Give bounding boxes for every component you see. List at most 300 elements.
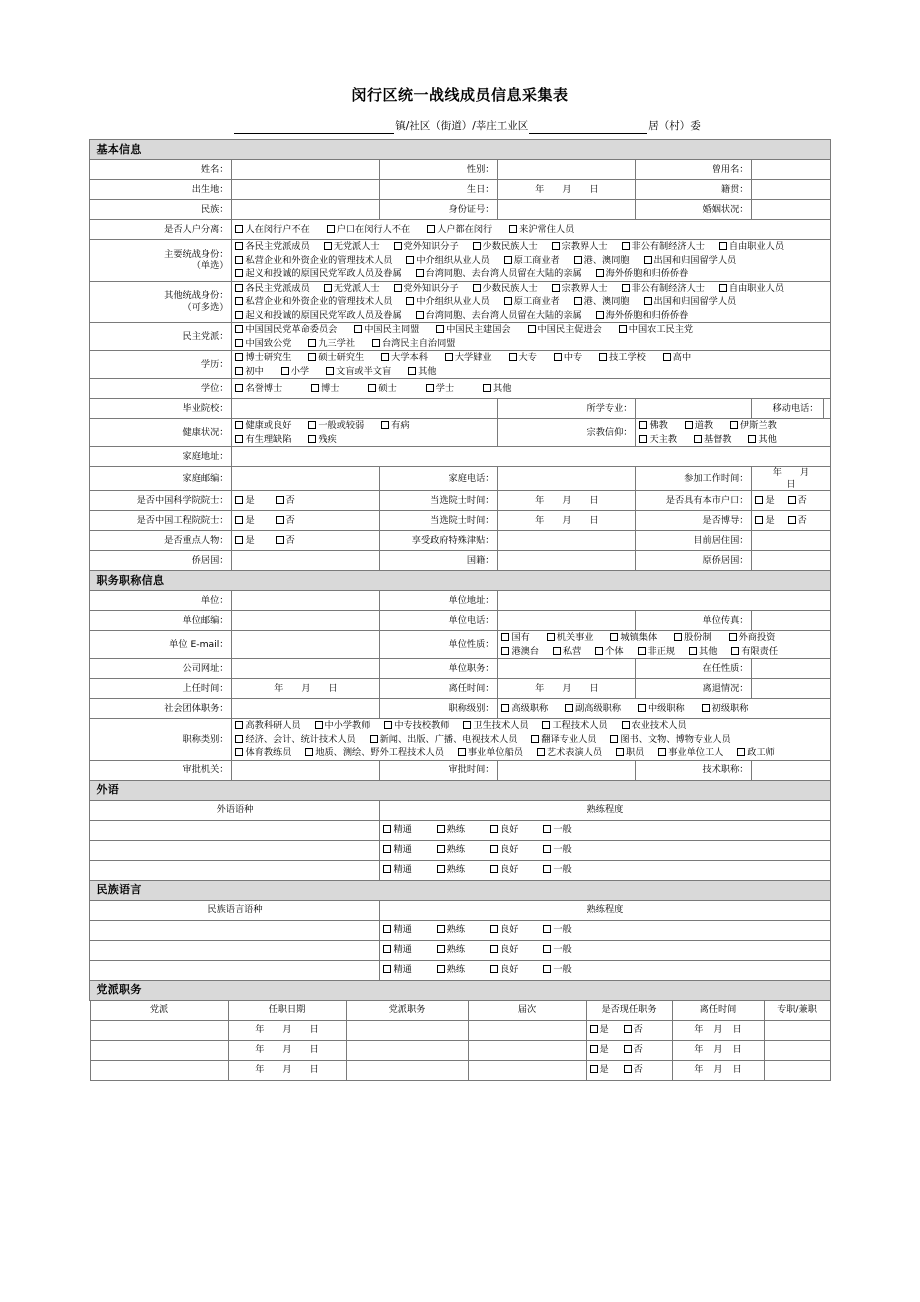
checkbox-icon[interactable] [235, 367, 243, 375]
checkbox-option[interactable] [552, 241, 608, 253]
checkbox-option[interactable] [504, 296, 560, 308]
checkbox-icon[interactable] [308, 435, 316, 443]
checkbox-option[interactable] [372, 338, 456, 350]
checkbox-icon[interactable] [276, 536, 284, 544]
checkbox-option[interactable] [663, 352, 691, 364]
checkbox-icon[interactable] [624, 1025, 632, 1033]
field-birthplace[interactable] [232, 180, 380, 200]
checkbox-option[interactable] [394, 283, 459, 295]
checkbox-icon[interactable] [437, 825, 445, 833]
checkbox-option[interactable] [445, 352, 492, 364]
checkbox-icon[interactable] [509, 225, 517, 233]
checkbox-option[interactable] [599, 352, 646, 364]
checkbox-icon[interactable] [490, 825, 498, 833]
checkbox-icon[interactable] [235, 421, 243, 429]
checkbox-option[interactable] [383, 964, 411, 976]
checkbox-option[interactable] [426, 383, 454, 395]
field-ethnic-language-1[interactable] [90, 920, 380, 940]
checkbox-option[interactable] [565, 703, 621, 715]
checkbox-icon[interactable] [737, 748, 745, 756]
checkbox-option[interactable] [638, 646, 676, 658]
field-mobile[interactable] [823, 399, 829, 418]
checkbox-icon[interactable] [574, 297, 582, 305]
checkbox-icon[interactable] [235, 325, 243, 333]
checkbox-option[interactable] [406, 255, 490, 267]
field-appoint-date-3[interactable] [228, 1060, 346, 1080]
checkbox-icon[interactable] [276, 516, 284, 524]
checkbox-option[interactable] [501, 703, 548, 715]
checkbox-option[interactable] [689, 646, 717, 658]
checkbox-icon[interactable] [416, 269, 424, 277]
checkbox-icon[interactable] [235, 384, 243, 392]
checkbox-icon[interactable] [381, 421, 389, 429]
field-nation[interactable] [232, 200, 380, 220]
checkbox-option[interactable] [235, 734, 355, 746]
subhead-blank-village[interactable] [529, 121, 647, 134]
checkbox-icon[interactable] [719, 284, 727, 292]
field-appoint-date-1[interactable] [228, 1020, 346, 1040]
checkbox-icon[interactable] [663, 353, 671, 361]
checkbox-option[interactable] [622, 720, 687, 732]
checkbox-icon[interactable] [408, 367, 416, 375]
field-unit[interactable] [232, 591, 380, 611]
checkbox-icon[interactable] [599, 353, 607, 361]
field-mobile-wrap[interactable] [752, 399, 830, 419]
checkbox-option[interactable] [610, 734, 730, 746]
subhead-blank-town[interactable] [234, 121, 394, 134]
field-start-time[interactable] [232, 679, 380, 699]
checkbox-icon[interactable] [622, 721, 630, 729]
checkbox-icon[interactable] [383, 865, 391, 873]
checkbox-option[interactable] [543, 824, 571, 836]
checkbox-icon[interactable] [235, 269, 243, 277]
checkbox-option[interactable] [368, 383, 396, 395]
checkbox-icon[interactable] [528, 325, 536, 333]
checkbox-option[interactable] [537, 747, 602, 759]
checkbox-icon[interactable] [590, 1065, 598, 1073]
checkbox-option[interactable] [235, 495, 254, 507]
field-full-part-time-1[interactable] [764, 1020, 830, 1040]
checkbox-option[interactable] [755, 515, 774, 527]
field-home-zip[interactable] [232, 467, 380, 491]
field-foreign-language-3[interactable] [90, 860, 380, 880]
checkbox-option[interactable] [305, 747, 444, 759]
checkbox-option[interactable] [501, 646, 539, 658]
checkbox-option[interactable] [394, 241, 459, 253]
checkbox-option[interactable] [406, 296, 490, 308]
checkbox-icon[interactable] [731, 647, 739, 655]
checkbox-option[interactable] [553, 646, 581, 658]
field-gender[interactable] [498, 160, 636, 180]
checkbox-option[interactable] [235, 268, 401, 280]
checkbox-option[interactable] [509, 224, 574, 236]
checkbox-option[interactable] [624, 1044, 643, 1056]
field-leave-time-1[interactable] [672, 1020, 764, 1040]
checkbox-option[interactable] [235, 255, 392, 267]
checkbox-icon[interactable] [638, 704, 646, 712]
checkbox-option[interactable] [624, 1064, 643, 1076]
checkbox-option[interactable] [408, 366, 436, 378]
field-party-3[interactable] [90, 1060, 228, 1080]
checkbox-option[interactable] [354, 324, 419, 336]
checkbox-icon[interactable] [596, 269, 604, 277]
checkbox-icon[interactable] [574, 256, 582, 264]
checkbox-icon[interactable] [689, 647, 697, 655]
checkbox-icon[interactable] [658, 748, 666, 756]
checkbox-option[interactable] [531, 734, 596, 746]
checkbox-icon[interactable] [235, 435, 243, 443]
checkbox-icon[interactable] [490, 945, 498, 953]
checkbox-option[interactable] [490, 824, 518, 836]
checkbox-option[interactable] [590, 1044, 609, 1056]
checkbox-icon[interactable] [235, 735, 243, 743]
checkbox-option[interactable] [235, 241, 309, 253]
checkbox-icon[interactable] [235, 353, 243, 361]
field-work-start[interactable] [752, 467, 830, 491]
field-unit-phone[interactable] [498, 611, 636, 631]
checkbox-option[interactable] [543, 944, 571, 956]
checkbox-icon[interactable] [437, 965, 445, 973]
checkbox-option[interactable] [235, 420, 291, 432]
field-approval-org[interactable] [232, 760, 380, 780]
checkbox-icon[interactable] [543, 945, 551, 953]
checkbox-icon[interactable] [610, 633, 618, 641]
checkbox-icon[interactable] [639, 435, 647, 443]
checkbox-option[interactable] [610, 632, 657, 644]
checkbox-option[interactable] [324, 283, 380, 295]
field-unit-fax[interactable] [752, 611, 830, 631]
checkbox-icon[interactable] [543, 845, 551, 853]
checkbox-icon[interactable] [694, 435, 702, 443]
field-social-org-position[interactable] [232, 699, 380, 719]
checkbox-icon[interactable] [235, 748, 243, 756]
checkbox-icon[interactable] [235, 721, 243, 729]
checkbox-option[interactable] [542, 720, 607, 732]
checkbox-option[interactable] [574, 296, 630, 308]
checkbox-option[interactable] [384, 720, 449, 732]
field-party-1[interactable] [90, 1020, 228, 1040]
checkbox-icon[interactable] [552, 284, 560, 292]
field-foreign-language-1[interactable] [90, 820, 380, 840]
field-nationality[interactable] [498, 551, 636, 571]
checkbox-option[interactable] [729, 632, 776, 644]
field-overseas-country[interactable] [232, 551, 380, 571]
checkbox-icon[interactable] [624, 1045, 632, 1053]
checkbox-icon[interactable] [590, 1045, 598, 1053]
checkbox-icon[interactable] [383, 825, 391, 833]
field-ethnic-language-3[interactable] [90, 960, 380, 980]
checkbox-icon[interactable] [552, 242, 560, 250]
checkbox-option[interactable] [730, 420, 777, 432]
checkbox-icon[interactable] [235, 536, 243, 544]
checkbox-icon[interactable] [458, 748, 466, 756]
checkbox-icon[interactable] [755, 496, 763, 504]
checkbox-icon[interactable] [406, 297, 414, 305]
checkbox-option[interactable] [748, 434, 776, 446]
checkbox-icon[interactable] [543, 865, 551, 873]
checkbox-icon[interactable] [729, 633, 737, 641]
field-retire-status[interactable] [752, 679, 830, 699]
field-name[interactable] [232, 160, 380, 180]
checkbox-option[interactable] [437, 864, 465, 876]
field-unit-zip[interactable] [232, 611, 380, 631]
checkbox-icon[interactable] [372, 339, 380, 347]
checkbox-icon[interactable] [622, 242, 630, 250]
checkbox-icon[interactable] [610, 735, 618, 743]
checkbox-option[interactable] [490, 864, 518, 876]
checkbox-icon[interactable] [730, 421, 738, 429]
checkbox-option[interactable] [416, 268, 582, 280]
checkbox-option[interactable] [315, 720, 371, 732]
checkbox-option[interactable] [308, 352, 364, 364]
checkbox-icon[interactable] [543, 925, 551, 933]
checkbox-option[interactable] [658, 747, 723, 759]
checkbox-option[interactable] [235, 366, 263, 378]
checkbox-icon[interactable] [483, 384, 491, 392]
checkbox-icon[interactable] [394, 284, 402, 292]
checkbox-option[interactable] [574, 255, 630, 267]
checkbox-option[interactable] [547, 632, 594, 644]
checkbox-option[interactable] [437, 824, 465, 836]
checkbox-icon[interactable] [504, 256, 512, 264]
field-major[interactable] [636, 399, 752, 419]
field-leave-time-2[interactable] [672, 1040, 764, 1060]
checkbox-icon[interactable] [490, 865, 498, 873]
checkbox-option[interactable] [509, 352, 537, 364]
checkbox-icon[interactable] [674, 633, 682, 641]
checkbox-option[interactable] [596, 310, 689, 322]
field-ethnic-language-2[interactable] [90, 940, 380, 960]
field-gov-allowance[interactable] [498, 531, 636, 551]
checkbox-option[interactable] [543, 924, 571, 936]
checkbox-option[interactable] [436, 324, 510, 336]
field-id-number[interactable] [498, 200, 636, 220]
checkbox-option[interactable] [235, 352, 291, 364]
checkbox-icon[interactable] [445, 353, 453, 361]
checkbox-option[interactable] [276, 515, 295, 527]
field-term-2[interactable] [468, 1040, 586, 1060]
checkbox-icon[interactable] [370, 735, 378, 743]
checkbox-icon[interactable] [235, 256, 243, 264]
checkbox-icon[interactable] [437, 845, 445, 853]
checkbox-option[interactable] [702, 703, 749, 715]
checkbox-option[interactable] [235, 283, 309, 295]
checkbox-icon[interactable] [383, 925, 391, 933]
checkbox-option[interactable] [639, 420, 667, 432]
checkbox-option[interactable] [737, 747, 775, 759]
field-tenure-nature[interactable] [752, 659, 830, 679]
checkbox-icon[interactable] [547, 633, 555, 641]
field-full-part-time-3[interactable] [764, 1060, 830, 1080]
checkbox-icon[interactable] [463, 721, 471, 729]
checkbox-icon[interactable] [235, 516, 243, 524]
checkbox-option[interactable] [596, 268, 689, 280]
field-tech-title[interactable] [752, 760, 830, 780]
checkbox-option[interactable] [381, 420, 409, 432]
checkbox-option[interactable] [383, 824, 411, 836]
field-foreign-language-2[interactable] [90, 840, 380, 860]
checkbox-option[interactable] [490, 964, 518, 976]
checkbox-option[interactable] [483, 383, 511, 395]
checkbox-option[interactable] [639, 434, 677, 446]
checkbox-icon[interactable] [490, 925, 498, 933]
checkbox-option[interactable] [590, 1064, 609, 1076]
checkbox-option[interactable] [235, 324, 337, 336]
checkbox-option[interactable] [463, 720, 528, 732]
field-term-1[interactable] [468, 1020, 586, 1040]
checkbox-option[interactable] [383, 944, 411, 956]
field-former-country[interactable] [752, 551, 830, 571]
checkbox-option[interactable] [235, 338, 291, 350]
checkbox-icon[interactable] [305, 748, 313, 756]
checkbox-icon[interactable] [501, 633, 509, 641]
checkbox-option[interactable] [528, 324, 602, 336]
checkbox-icon[interactable] [235, 242, 243, 250]
checkbox-icon[interactable] [719, 242, 727, 250]
checkbox-icon[interactable] [639, 421, 647, 429]
checkbox-option[interactable] [324, 241, 380, 253]
checkbox-icon[interactable] [437, 945, 445, 953]
checkbox-icon[interactable] [235, 339, 243, 347]
checkbox-icon[interactable] [436, 325, 444, 333]
checkbox-option[interactable] [276, 495, 295, 507]
checkbox-option[interactable] [543, 964, 571, 976]
field-cae-elect-time[interactable] [498, 511, 636, 531]
checkbox-option[interactable] [490, 844, 518, 856]
checkbox-icon[interactable] [324, 284, 332, 292]
checkbox-icon[interactable] [490, 965, 498, 973]
field-home-phone[interactable] [498, 467, 636, 491]
checkbox-option[interactable] [308, 420, 364, 432]
checkbox-icon[interactable] [427, 225, 435, 233]
checkbox-option[interactable] [437, 944, 465, 956]
checkbox-option[interactable] [501, 632, 529, 644]
field-appoint-date-2[interactable] [228, 1040, 346, 1060]
checkbox-icon[interactable] [308, 353, 316, 361]
checkbox-option[interactable] [308, 434, 336, 446]
checkbox-icon[interactable] [383, 945, 391, 953]
checkbox-icon[interactable] [437, 925, 445, 933]
checkbox-icon[interactable] [590, 1025, 598, 1033]
field-native-place[interactable] [752, 180, 830, 200]
checkbox-icon[interactable] [553, 647, 561, 655]
checkbox-icon[interactable] [406, 256, 414, 264]
field-term-3[interactable] [468, 1060, 586, 1080]
checkbox-option[interactable] [619, 324, 693, 336]
checkbox-icon[interactable] [531, 735, 539, 743]
checkbox-option[interactable] [731, 646, 778, 658]
checkbox-icon[interactable] [235, 496, 243, 504]
checkbox-icon[interactable] [490, 845, 498, 853]
checkbox-option[interactable] [674, 632, 712, 644]
checkbox-icon[interactable] [616, 748, 624, 756]
checkbox-icon[interactable] [542, 721, 550, 729]
checkbox-option[interactable] [235, 296, 392, 308]
checkbox-icon[interactable] [788, 516, 796, 524]
checkbox-icon[interactable] [473, 284, 481, 292]
checkbox-option[interactable] [437, 844, 465, 856]
field-full-part-time-2[interactable] [764, 1040, 830, 1060]
checkbox-icon[interactable] [394, 242, 402, 250]
checkbox-icon[interactable] [543, 965, 551, 973]
checkbox-icon[interactable] [624, 1065, 632, 1073]
checkbox-icon[interactable] [509, 353, 517, 361]
checkbox-option[interactable] [437, 924, 465, 936]
field-unit-email[interactable] [232, 631, 380, 659]
checkbox-option[interactable] [685, 420, 713, 432]
checkbox-icon[interactable] [748, 435, 756, 443]
checkbox-option[interactable] [383, 924, 411, 936]
checkbox-option[interactable] [473, 283, 538, 295]
checkbox-option[interactable] [370, 734, 518, 746]
checkbox-icon[interactable] [619, 325, 627, 333]
checkbox-option[interactable] [381, 352, 428, 364]
checkbox-icon[interactable] [384, 721, 392, 729]
checkbox-option[interactable] [624, 1024, 643, 1036]
field-approval-time[interactable] [498, 760, 636, 780]
checkbox-icon[interactable] [235, 311, 243, 319]
checkbox-option[interactable] [235, 747, 291, 759]
checkbox-option[interactable] [644, 255, 737, 267]
field-cas-elect-time[interactable] [498, 491, 636, 511]
checkbox-option[interactable] [788, 495, 807, 507]
checkbox-icon[interactable] [324, 242, 332, 250]
checkbox-icon[interactable] [685, 421, 693, 429]
field-home-address[interactable] [232, 447, 830, 467]
checkbox-option[interactable] [235, 535, 254, 547]
checkbox-icon[interactable] [308, 421, 316, 429]
checkbox-icon[interactable] [383, 845, 391, 853]
checkbox-option[interactable] [694, 434, 732, 446]
checkbox-icon[interactable] [235, 284, 243, 292]
field-unit-address[interactable] [498, 591, 830, 611]
checkbox-icon[interactable] [426, 384, 434, 392]
checkbox-icon[interactable] [354, 325, 362, 333]
checkbox-icon[interactable] [543, 825, 551, 833]
checkbox-option[interactable] [235, 434, 291, 446]
checkbox-option[interactable] [235, 224, 309, 236]
checkbox-icon[interactable] [755, 516, 763, 524]
field-party-position-1[interactable] [346, 1020, 468, 1040]
checkbox-option[interactable] [473, 241, 538, 253]
checkbox-icon[interactable] [281, 367, 289, 375]
checkbox-icon[interactable] [501, 704, 509, 712]
checkbox-option[interactable] [276, 535, 295, 547]
field-graduate-school[interactable] [232, 399, 498, 419]
field-used-name[interactable] [752, 160, 830, 180]
checkbox-option[interactable] [616, 747, 644, 759]
checkbox-option[interactable] [311, 383, 339, 395]
checkbox-icon[interactable] [311, 384, 319, 392]
checkbox-option[interactable] [543, 844, 571, 856]
checkbox-option[interactable] [595, 646, 623, 658]
checkbox-option[interactable] [427, 224, 492, 236]
checkbox-option[interactable] [281, 366, 309, 378]
checkbox-icon[interactable] [276, 496, 284, 504]
checkbox-icon[interactable] [326, 367, 334, 375]
checkbox-option[interactable] [622, 241, 706, 253]
checkbox-icon[interactable] [596, 311, 604, 319]
checkbox-option[interactable] [235, 720, 300, 732]
field-marital[interactable] [752, 200, 830, 220]
checkbox-option[interactable] [590, 1024, 609, 1036]
checkbox-option[interactable] [543, 864, 571, 876]
checkbox-option[interactable] [490, 944, 518, 956]
checkbox-icon[interactable] [235, 225, 243, 233]
checkbox-option[interactable] [638, 703, 685, 715]
checkbox-option[interactable] [416, 310, 582, 322]
checkbox-icon[interactable] [315, 721, 323, 729]
